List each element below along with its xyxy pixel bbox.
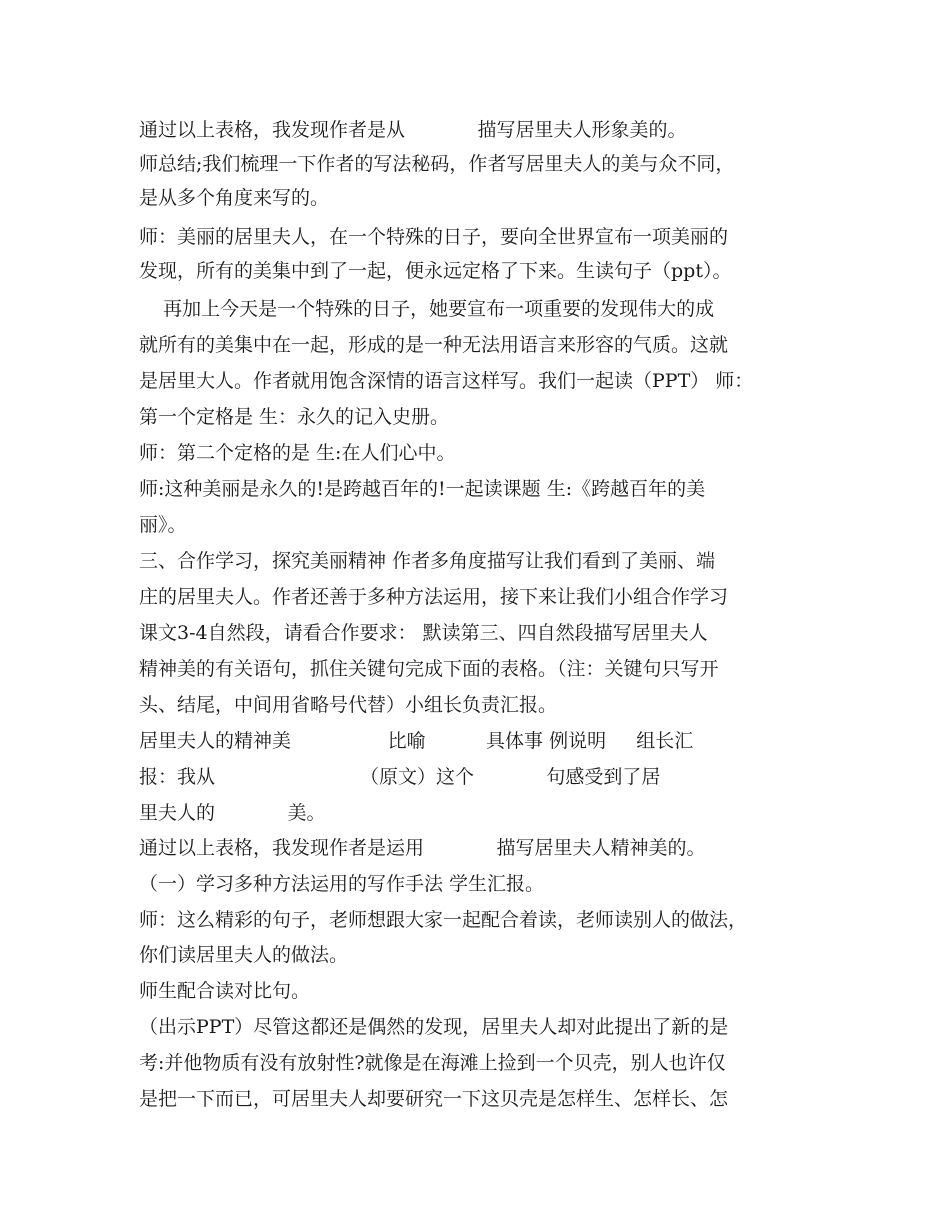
text-line: （出示PPT）尽管这都还是偶然的发现，居里夫人却对此提出了新的是 bbox=[139, 1016, 729, 1038]
text-line: 第一个定格是 生：永久的记入史册。 bbox=[139, 406, 450, 428]
text-line: 丽》。 bbox=[139, 514, 187, 536]
text-line: 头、结尾，中间用省略号代替）小组长负责汇报。 bbox=[139, 694, 558, 716]
text-line: 师总结;我们梳理一下作者的写法秘码，作者写居里夫人的美与众不同， bbox=[139, 153, 735, 175]
text-line: 再加上今天是一个特殊的日子，她要宣布一项重要的发现伟大的成 bbox=[139, 298, 715, 320]
text-line: 师：美丽的居里夫人，在一个特殊的日子，要向全世界宣布一项美丽的 bbox=[139, 226, 729, 248]
text-line: 通过以上表格，我发现作者是运用 描写居里夫人精神美的。 bbox=[139, 837, 706, 859]
text-line: 发现，所有的美集中到了一起，便永远定格了下来。生读句子（ppt）。 bbox=[139, 260, 732, 282]
text-line: （一）学习多种方法运用的写作手法 学生汇报。 bbox=[139, 873, 545, 895]
text-line: 师：第二个定格的是 生:在人们心中。 bbox=[139, 442, 456, 464]
text-line: 通过以上表格，我发现作者是从 描写居里夫人形象美的。 bbox=[139, 119, 687, 141]
text-line: 是居里大人。作者就用饱含深情的语言这样写。我们一起读（PPT） 师： bbox=[139, 370, 754, 392]
text-line: 师：这么精彩的句子，老师想跟大家一起配合着读，老师读别人的做法， bbox=[139, 909, 748, 931]
text-line: 居里夫人的精神美 比喻 具体事 例说明 组长汇 bbox=[139, 730, 694, 752]
text-line: 报：我从 （原文）这个 句感受到了居 bbox=[139, 766, 661, 788]
text-line: 课文3-4自然段，请看合作要求： 默读第三、四自然段描写居里夫人 bbox=[139, 622, 708, 644]
text-line: 精神美的有关语句，抓住关键句完成下面的表格。（注：关键句只写开 bbox=[139, 658, 719, 680]
text-line: 你们读居里夫人的做法。 bbox=[139, 944, 349, 966]
text-line: 三、合作学习，探究美丽精神 作者多角度描写让我们看到了美丽、端 bbox=[139, 550, 716, 572]
text-line: 里夫人的 美。 bbox=[139, 802, 326, 824]
text-line: 庄的居里夫人。作者还善于多种方法运用，接下来让我们小组合作学习 bbox=[139, 586, 729, 608]
text-line: 考:并他物质有没有放射性?就像是在海滩上捡到一个贝壳，别人也许仅 bbox=[139, 1052, 726, 1074]
text-line: 师:这种美丽是永久的!是跨越百年的!一起读课题 生:《跨越百年的美 bbox=[139, 478, 706, 500]
text-line: 是从多个角度来写的。 bbox=[139, 187, 330, 209]
text-line: 是把一下而已，可居里夫人却要研究一下这贝壳是怎样生、怎样长、怎 bbox=[139, 1088, 729, 1110]
text-line: 师生配合读对比句。 bbox=[139, 980, 311, 1002]
text-line: 就所有的美集中在一起，形成的是一种无法用语言来形容的气质。这就 bbox=[139, 334, 729, 356]
